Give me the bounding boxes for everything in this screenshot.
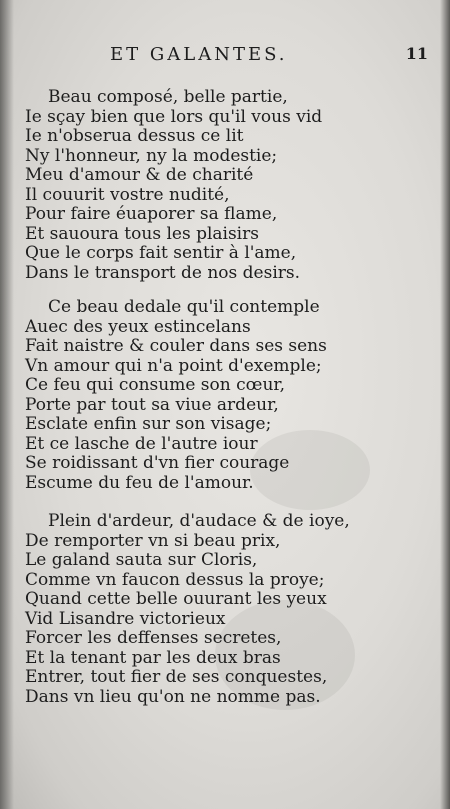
stanza-3 [0,512,430,707]
verse-line: Quand cette belle ouurant les yeux [25,589,327,609]
verse-line: Escume du feu de l'amour. [25,472,254,493]
verse-line: Pour faire éuaporer sa flame, [25,204,278,224]
verse-line: Plein d'ardeur, d'audace & de ioye, [48,511,350,531]
verse-line: Et la tenant par les deux bras [25,647,281,668]
verse-line: Entrer, tout fier de ses conquestes, [25,667,328,687]
verse-line: Forcer les deffenses secretes, [25,628,282,648]
verse-line: De remporter vn si beau prix, [25,530,281,551]
verse-line: Se roidissant d'vn fier courage [25,453,290,473]
page-number: 11 [405,44,428,63]
verse-line: Beau composé, belle partie, [48,87,288,107]
running-title: ET GALANTES. [110,44,288,65]
stanza-1 [0,88,430,283]
verse-line: Esclate enfin sur son visage; [25,414,272,434]
stanza-2 [0,298,430,493]
verse-line: Et ce lasche de l'autre iour [25,433,258,454]
verse-line: Il couurit vostre nudité, [25,184,230,205]
verse-line: Porte par tout sa viue ardeur, [25,394,279,415]
verse-line: Ie n'obserua dessus ce lit [25,126,244,146]
verse-line: Et sauoura tous les plaisirs [25,223,259,244]
verse-line: Vn amour qui n'a point d'exemple; [25,355,322,376]
verse-line: Ny l'honneur, ny la modestie; [25,145,278,166]
verse-line: Fait naistre & couler dans ses sens [25,336,327,356]
verse-line: Dans le transport de nos desirs. [25,262,301,283]
verse-line: Dans vn lieu qu'on ne nomme pas. [25,686,321,707]
verse-line: Le galand sauta sur Cloris, [25,550,258,570]
verse-line: Meu d'amour & de charité [25,165,254,185]
verse-line: Vid Lisandre victorieux [25,608,226,629]
verse-line: Ce feu qui consume son cœur, [25,375,286,395]
verse-line: Auec des yeux estincelans [25,316,251,337]
verse-line: Que le corps fait sentir à l'ame, [25,243,297,263]
verse-line: Ce beau dedale qu'il contemple [48,297,320,317]
verse-line: Comme vn faucon dessus la proye; [25,569,325,590]
page-header [0,44,450,70]
verse-line: Ie sçay bien que lors qu'il vous vid [25,106,323,127]
